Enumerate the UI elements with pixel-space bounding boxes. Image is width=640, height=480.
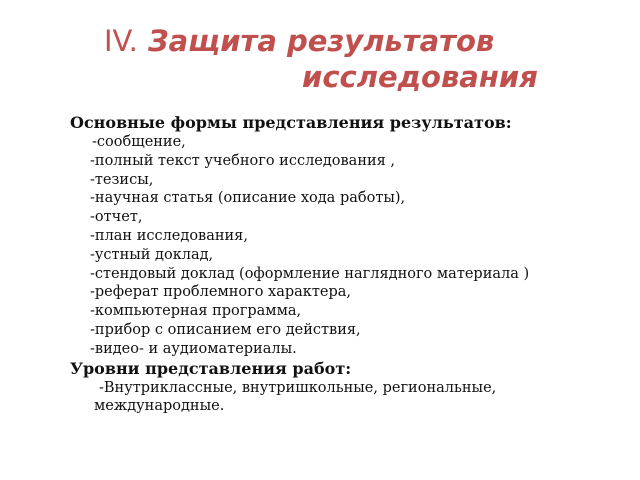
levels-heading: Уровни представления работ:	[70, 358, 352, 378]
title-line-1	[104, 22, 494, 60]
levels-line-2: международные.	[94, 397, 225, 414]
slide-body	[70, 113, 630, 415]
list-item: -план исследования,	[90, 227, 248, 244]
levels-text	[70, 379, 594, 415]
title-line-2: исследования	[302, 60, 538, 94]
list-item: -стендовый доклад (оформление наглядного материала )	[90, 265, 530, 282]
list-item: -реферат проблемного характера,	[90, 284, 352, 301]
list-item: -видео- и аудиоматериалы.	[90, 340, 297, 357]
list-item: -прибор с описанием его действия,	[90, 321, 361, 338]
list-item: -полный текст учебного исследования ,	[90, 152, 396, 169]
list-item: -компьютерная программа,	[90, 303, 302, 320]
forms-list	[70, 133, 630, 359]
list-item: -отчет,	[90, 209, 143, 226]
title-text-1: Защита результатов	[147, 24, 495, 58]
list-item: -тезисы,	[90, 171, 154, 188]
levels-line-1: -Внутриклассные, внутришкольные, региональные,	[99, 379, 497, 396]
forms-heading: Основные формы представления результатов:	[70, 113, 512, 132]
section-numeral: IV.	[104, 24, 138, 58]
list-item: -научная статья (описание хода работы),	[90, 190, 406, 207]
list-item: -устный доклад,	[90, 246, 214, 263]
list-item: -сообщение,	[92, 134, 186, 150]
